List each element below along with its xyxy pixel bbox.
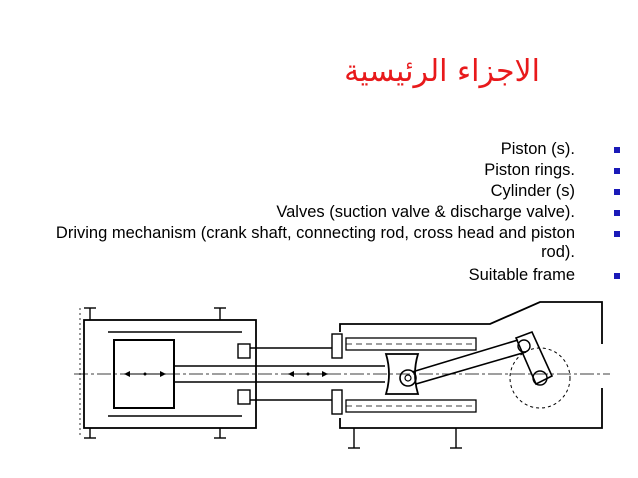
square-bullet-icon <box>614 273 620 279</box>
bullet-text: Piston (s). <box>500 140 575 158</box>
square-bullet-icon <box>614 168 620 174</box>
bullet-text: Valves (suction valve & discharge valve). <box>276 203 575 221</box>
bullet-item-piston <box>60 140 620 161</box>
square-bullet-icon <box>614 189 620 195</box>
bullet-text: Driving mechanism (crank shaft, connecting rod, cross head and piston rod). <box>55 224 575 261</box>
square-bullet-icon <box>614 231 620 237</box>
square-bullet-icon <box>614 147 620 153</box>
bullet-item-valves <box>60 203 620 224</box>
slide-title: الاجزاء الرئيسية <box>344 54 540 89</box>
square-bullet-icon <box>614 210 620 216</box>
bullet-item-frame <box>60 266 620 287</box>
bullet-item-cylinder <box>60 182 620 203</box>
bullet-text: Piston rings. <box>484 161 575 179</box>
bullet-list <box>55 140 620 287</box>
bullet-item-piston-rings <box>60 161 620 182</box>
bullet-text: Suitable frame <box>468 266 575 284</box>
bullet-item-driving-mechanism <box>55 224 620 264</box>
reciprocating-compressor-diagram-icon <box>70 288 615 470</box>
bullet-text: Cylinder (s) <box>490 182 575 200</box>
